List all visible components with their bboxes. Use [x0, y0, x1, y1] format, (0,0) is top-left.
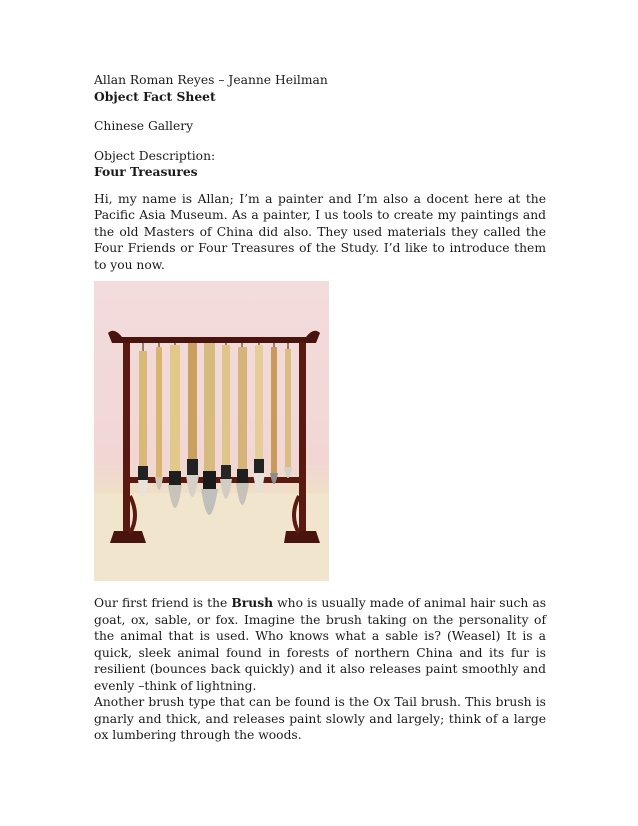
brush-section — [94, 595, 546, 744]
authors-line: Allan Roman Reyes – Jeanne Heilman — [94, 73, 328, 87]
brush-description: who is usually made of animal hair such as goat, ox, sable, or fox. Imagine the brush taking on the personality of the animal that is used. Who knows what a sable is? (Weasel) It is a quick, sleek animal found in forests of northern China and its fur is resilient (bounces back quickly) and it also releases paint smoothly and evenly –think of lightning. — [94, 596, 546, 693]
object-description-label: Object Description: — [94, 148, 216, 163]
document-content — [94, 72, 546, 744]
brush-lead: Our first friend is the — [94, 596, 232, 610]
gallery-name: Chinese Gallery — [94, 119, 194, 133]
intro-text: Hi, my name is Allan; I’m a painter and I’m also a docent here at the Pacific Asia Museum. As a painter, I us tools to create my paintings and the old Masters of China did also. They used materials they called the Four Friends or Four Treasures of the Study. I’d like to introduce them to you now. — [94, 191, 546, 272]
brush-rack-photo — [94, 281, 329, 581]
intro-paragraph — [94, 191, 546, 274]
document-title: Object Fact Sheet — [94, 88, 216, 104]
brush-paragraph — [94, 595, 546, 694]
object-name: Four Treasures — [94, 164, 198, 179]
ox-tail-paragraph: Another brush type that can be found is the Ox Tail brush. This brush is gnarly and thick, and releases paint slowly and largely; think of a large ox lumbering through the woods. — [94, 695, 546, 742]
brush-term: Brush — [231, 595, 274, 610]
brush-rack-illustration — [94, 281, 329, 581]
